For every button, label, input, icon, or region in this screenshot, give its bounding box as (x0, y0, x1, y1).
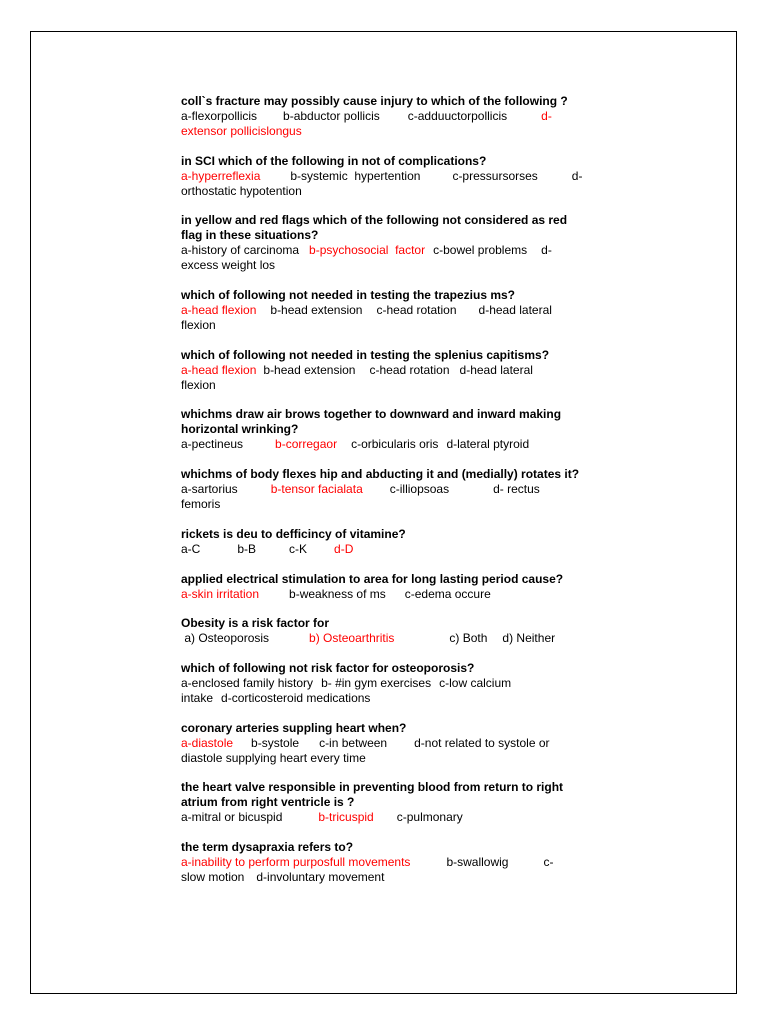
options-line (181, 631, 591, 646)
answer-option: d-lateral ptyroid (446, 437, 530, 452)
answer-options (181, 303, 591, 333)
answer-option: b-B (237, 541, 257, 556)
answer-option: c-K (289, 541, 308, 556)
question-item (181, 616, 591, 646)
question-text: rickets is deu to defficincy of vitamine? (181, 526, 406, 541)
question-text: in yellow and red flags which of the following not considered as red flag in these situations? (181, 213, 568, 243)
answer-option: d-head lateral (459, 362, 533, 377)
answer-options (181, 109, 591, 139)
correct-answer-option: b-corregaor (275, 437, 338, 452)
question-text: the term dysapraxia refers to? (181, 839, 354, 854)
answer-option: d-corticosteroid medications (221, 690, 371, 705)
question-text: applied electrical stimulation to area for long lasting period cause? (181, 571, 564, 586)
answer-option: c-edema occure (404, 586, 491, 601)
options-line (181, 542, 591, 557)
answer-options (181, 736, 591, 766)
answer-option: d) Neither (502, 631, 556, 646)
options-line (181, 810, 591, 825)
answer-option: b-swallowig (446, 854, 509, 869)
question-item (181, 213, 591, 273)
question-text: which of following not needed in testing the splenius capitisms? (181, 347, 550, 362)
answer-option: a) Osteoporosis (181, 631, 270, 646)
options-line (181, 243, 591, 258)
answer-option: a-flexorpollicis (181, 109, 258, 123)
answer-option: d-head lateral (478, 303, 552, 318)
answer-option: c-pulmonary (396, 810, 463, 825)
question-item (181, 840, 591, 885)
answer-options (181, 482, 591, 512)
question-item (181, 348, 591, 393)
answer-option: orthostatic hypotention (181, 183, 302, 198)
options-line (181, 109, 591, 124)
correct-answer-option: b-tricuspid (318, 810, 374, 825)
question-item (181, 467, 591, 512)
answer-option: b-systole (251, 735, 300, 750)
correct-answer-option: d- (541, 109, 552, 123)
answer-option: c-orbicularis oris (351, 437, 439, 452)
question-item (181, 154, 591, 199)
answer-option: b- #in gym exercises (321, 675, 432, 690)
answer-option: c-adduuctorpollicis (407, 109, 508, 123)
correct-answer-option: b-tensor facialata (270, 482, 363, 497)
answer-option: c-bowel problems (433, 243, 528, 258)
question-text: Obesity is a risk factor for (181, 616, 330, 631)
options-line (181, 258, 591, 273)
question-item (181, 780, 591, 825)
options-line (181, 676, 591, 691)
answer-option: slow motion (181, 869, 245, 884)
answer-option: flexion (181, 377, 216, 392)
question-text: whichms of body flexes hip and abducting it and (medially) rotates it? (181, 467, 580, 482)
answer-options (181, 363, 591, 393)
answer-option: a-sartorius (181, 482, 238, 497)
options-line (181, 363, 591, 378)
options-line (181, 437, 591, 452)
answer-option: d- (571, 168, 583, 183)
answer-option: b-abductor pollicis (283, 109, 380, 123)
answer-option: a-history of carcinoma (181, 243, 300, 258)
answer-option: a-pectineus (181, 437, 244, 452)
correct-answer-option: a-skin irritation (181, 586, 260, 601)
answer-options (181, 631, 591, 646)
answer-option: c-head rotation (369, 362, 450, 377)
options-line (181, 587, 591, 602)
options-line (181, 378, 591, 393)
answer-options (181, 437, 591, 452)
answer-option: a-mitral or bicuspid (181, 810, 283, 825)
correct-answer-option: a-hyperreflexia (181, 168, 261, 183)
answer-option: excess weight los (181, 258, 276, 273)
options-line (181, 184, 591, 199)
answer-option: c) Both (449, 631, 488, 646)
options-line (181, 870, 591, 885)
question-item (181, 407, 591, 452)
answer-option: d- rectus (493, 482, 540, 497)
answer-options (181, 810, 591, 825)
question-text: which of following not risk factor for osteoporosis? (181, 660, 475, 675)
answer-option: c-low calcium (439, 675, 512, 690)
question-item (181, 527, 591, 557)
question-item (181, 288, 591, 333)
answer-option: intake (181, 690, 214, 705)
question-item (181, 661, 591, 706)
options-line (181, 855, 591, 870)
answer-options (181, 542, 591, 557)
options-line (181, 482, 591, 497)
options-line (181, 169, 591, 184)
answer-option: d-involuntary movement (256, 869, 385, 884)
answer-option: c-head rotation (376, 303, 457, 318)
answer-option: b-systemic hypertention (290, 168, 421, 183)
question-list (181, 94, 591, 900)
options-line (181, 751, 591, 766)
options-line (181, 303, 591, 318)
correct-answer-option: d-D (334, 541, 354, 556)
question-text: coll`s fracture may possibly cause injury to which of the following ? (181, 94, 568, 108)
answer-options (181, 676, 591, 706)
question-item (181, 572, 591, 602)
answer-option: b-head extension (270, 303, 363, 318)
answer-option: c- (543, 854, 554, 869)
answer-options (181, 243, 591, 273)
answer-option: femoris (181, 497, 221, 512)
correct-answer-option: extensor pollicislongus (181, 124, 302, 138)
correct-answer-option: a-head flexion (181, 362, 257, 377)
answer-options (181, 587, 591, 602)
correct-answer-option: a-diastole (181, 735, 234, 750)
options-line (181, 318, 591, 333)
answer-option: d-not related to systole or (414, 735, 550, 750)
question-text: which of following not needed in testing the trapezius ms? (181, 288, 516, 303)
answer-option: b-head extension (263, 362, 356, 377)
answer-option: b-weakness of ms (289, 586, 386, 601)
question-text: the heart valve responsible in preventing blood from return to right atrium from right ventricle is ? (181, 780, 564, 810)
answer-option: a-enclosed family history (181, 675, 314, 690)
question-item (181, 94, 591, 139)
answer-option: c-pressursorses (452, 168, 538, 183)
options-line (181, 124, 591, 139)
options-line (181, 736, 591, 751)
question-text: in SCI which of the following in not of complications? (181, 153, 487, 168)
question-text: coronary arteries suppling heart when? (181, 720, 407, 735)
correct-answer-option: b-psychosocial factor (309, 243, 426, 258)
answer-option: d- (541, 243, 552, 258)
correct-answer-option: a-head flexion (181, 303, 257, 318)
question-item (181, 721, 591, 766)
question-text: whichms draw air brows together to downward and inward making horizontal wrinking? (181, 407, 562, 437)
answer-option: diastole supplying heart every time (181, 750, 366, 765)
answer-option: c-in between (319, 735, 388, 750)
answer-options (181, 169, 591, 199)
answer-option: flexion (181, 318, 216, 333)
answer-option: c-illiopsoas (389, 482, 450, 497)
correct-answer-option: a-inability to perform purposfull movements (181, 854, 411, 869)
answer-options (181, 855, 591, 885)
options-line (181, 691, 591, 706)
answer-option: a-C (181, 541, 201, 556)
options-line (181, 497, 591, 512)
correct-answer-option: b) Osteoarthritis (309, 631, 395, 646)
